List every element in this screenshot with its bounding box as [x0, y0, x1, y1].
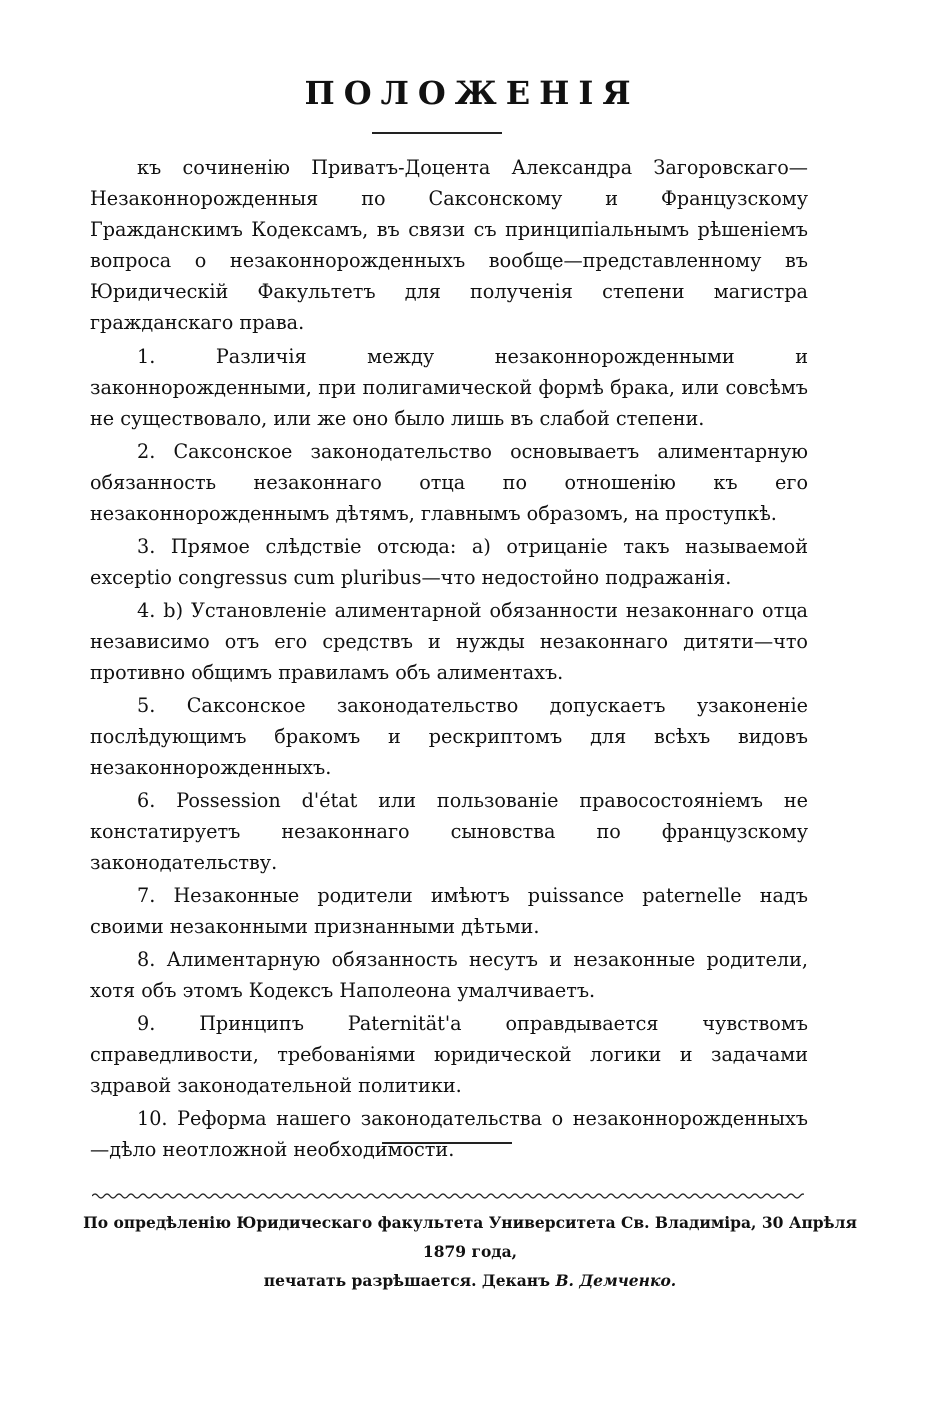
thesis-number: 9. — [137, 1012, 156, 1035]
thesis-number: 8. — [137, 948, 156, 971]
thesis-text: Прямое слѣдствіе отсюда: a) отрицаніе такъ называемой exceptio congressus cum pluribus—что недостойно подражанія. — [90, 535, 808, 589]
thesis-3 — [90, 531, 808, 593]
thesis-7 — [90, 880, 808, 942]
imprimatur-permission: печатать разрѣшается. Деканъ — [263, 1271, 556, 1290]
thesis-10 — [90, 1103, 808, 1165]
thesis-text: Различія между незаконнорожденными и законнорожденными, при полигамической формѣ брака, или совсѣмъ не существовало, или же оно было лишь въ слабой степени. — [90, 345, 808, 430]
thesis-text: Реформа нашего законодательства о незаконнорожденныхъ—дѣло неотложной необходимости. — [90, 1107, 808, 1161]
thesis-number: 6. — [137, 789, 156, 812]
document-body — [90, 152, 808, 1167]
thesis-text: Саксонское законодательство основываетъ алиментарную обязанность незаконнаго отца по отношенію къ его незаконнорожденнымъ дѣтямъ, главнымъ образомъ, на проступкѣ. — [90, 440, 808, 525]
page-title: ПОЛОЖЕНІЯ — [304, 74, 640, 112]
thesis-number: 1. — [137, 345, 156, 368]
thesis-number: 2. — [137, 440, 156, 463]
dean-signature: В. Демченко. — [555, 1271, 677, 1290]
thesis-text: Possession d'état или пользованіе правосостояніемъ не констатируетъ незаконнаго сыновства по французскому законодательству. — [90, 789, 808, 874]
title-divider — [372, 132, 502, 134]
thesis-text: b) Установленіе алиментарной обязанности незаконнаго отца независимо отъ его средствъ и нужды незаконнаго дитяти—что противно общимъ правиламъ объ алиментахъ. — [90, 599, 808, 684]
intro-paragraph: къ сочиненію Приватъ-Доцента Александра Загоровскаго—Незаконнорожденныя по Саксонскому и Французскому Гражданскимъ Кодексамъ, въ связи съ принципіальнымъ рѣшеніемъ вопроса о незаконнорожденныхъ вообще—представленному въ Юридическій Факультетъ для полученія степени магистра гражданскаго права. — [90, 156, 808, 334]
wavy-divider — [92, 1192, 804, 1200]
closing-divider — [382, 1142, 512, 1144]
imprimatur-line-2 — [60, 1266, 880, 1295]
thesis-number: 5. — [137, 694, 156, 717]
thesis-number: 7. — [137, 884, 156, 907]
thesis-text: Саксонское законодательство допускаетъ узаконеніе послѣдующимъ бракомъ и рескриптомъ для всѣхъ видовъ незаконнорожденныхъ. — [90, 694, 809, 779]
thesis-2 — [90, 436, 808, 529]
thesis-text: Алиментарную обязанность несутъ и незаконные родители, хотя объ этомъ Кодексъ Наполеона умалчиваетъ. — [90, 948, 808, 1002]
thesis-1 — [90, 341, 808, 434]
imprimatur-line-1: По опредѣленію Юридическаго факультета Университета Св. Владиміра, 30 Апрѣля 1879 года, — [83, 1213, 857, 1261]
thesis-5 — [90, 690, 808, 783]
thesis-8 — [90, 944, 808, 1006]
thesis-text: Незаконные родители имѣютъ puissance paternelle надъ своими незаконными признанными дѣтьми. — [90, 884, 808, 938]
thesis-number: 4. — [137, 599, 156, 622]
wavy-line — [92, 1194, 804, 1198]
thesis-number: 10. — [137, 1107, 168, 1130]
thesis-text: Принципъ Paternität'а оправдывается чувствомъ справедливости, требованіями юридической логики и задачами здравой законодательной политики. — [90, 1012, 808, 1097]
thesis-number: 3. — [137, 535, 156, 558]
thesis-9 — [90, 1008, 808, 1101]
thesis-4 — [90, 595, 808, 688]
imprimatur — [60, 1208, 880, 1295]
thesis-6 — [90, 785, 808, 878]
